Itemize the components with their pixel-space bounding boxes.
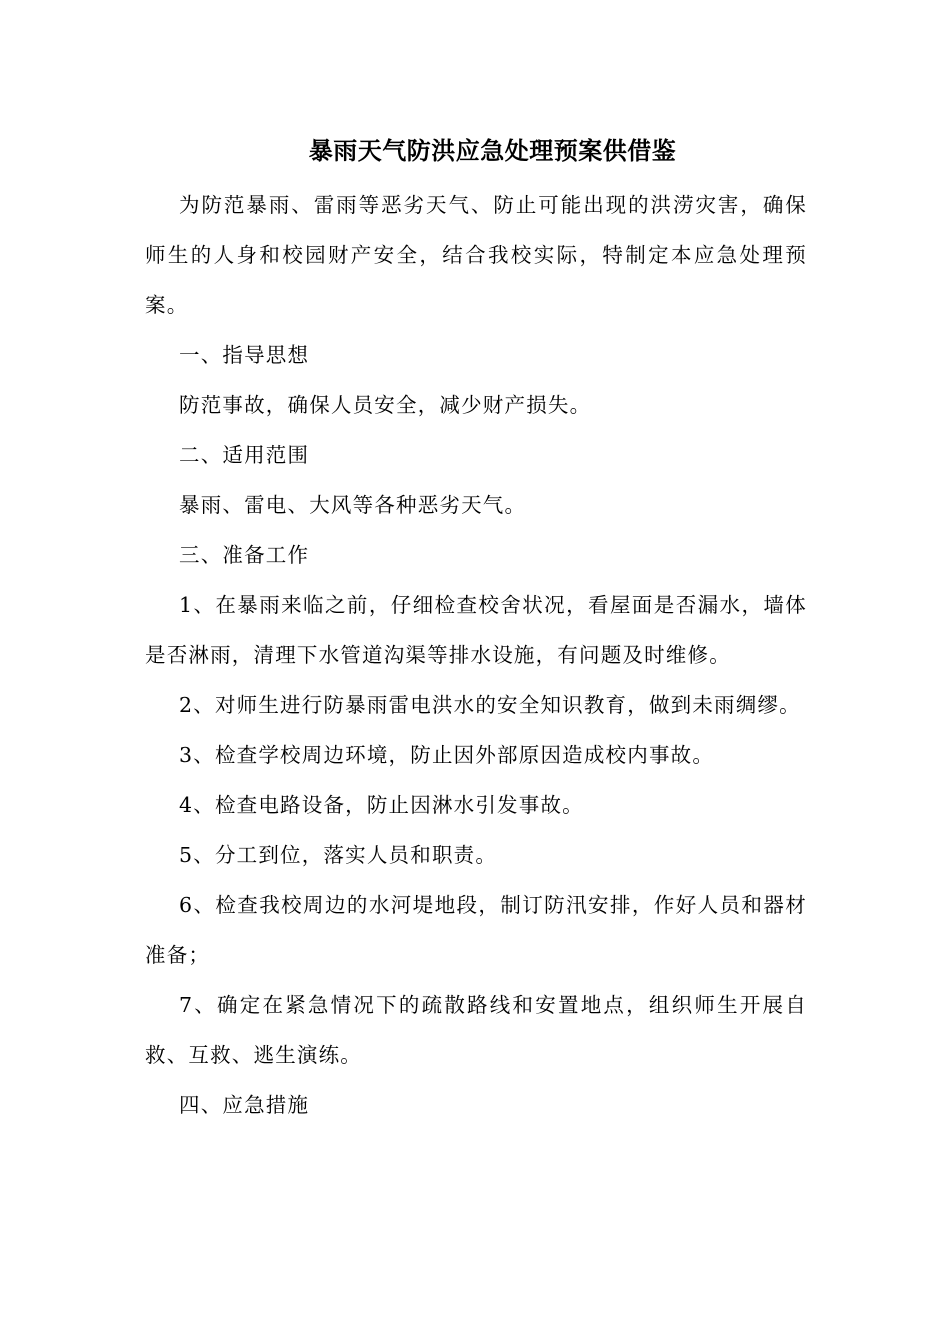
section-heading-guiding-principle: 一、指导思想 — [179, 343, 310, 367]
preparation-item-7: 7、确定在紧急情况下的疏散路线和安置地点，组织师生开展自救、互救、逃生演练。 — [145, 993, 807, 1067]
section-heading-preparation: 三、准备工作 — [179, 543, 310, 567]
scope-paragraph: 暴雨、雷电、大风等各种恶劣天气。 — [179, 493, 527, 517]
section-heading-scope: 二、适用范围 — [179, 443, 310, 467]
preparation-item-5: 5、分工到位，落实人员和职责。 — [179, 843, 498, 867]
document-body — [145, 180, 807, 1130]
document-title: 暴雨天气防洪应急处理预案供借鉴 — [308, 136, 677, 165]
preparation-item-3: 3、检查学校周边环境，防止因外部原因造成校内事故。 — [179, 743, 715, 767]
section-heading-emergency-measures: 四、应急措施 — [179, 1093, 310, 1117]
preparation-item-2: 2、对师生进行防暴雨雷电洪水的安全知识教育，做到未雨绸缪。 — [179, 693, 801, 717]
preparation-item-6: 6、检查我校周边的水河堤地段，制订防汛安排，作好人员和器材准备； — [145, 893, 807, 967]
intro-paragraph: 为防范暴雨、雷雨等恶劣天气、防止可能出现的洪涝灾害，确保师生的人身和校园财产安全，结合我校实际，特制定本应急处理预案。 — [145, 193, 807, 317]
preparation-item-1: 1、在暴雨来临之前，仔细检查校舍状况，看屋面是否漏水，墙体是否淋雨，清理下水管道沟渠等排水设施，有问题及时维修。 — [145, 593, 807, 667]
guiding-principle-paragraph: 防范事故，确保人员安全，减少财产损失。 — [179, 393, 592, 417]
preparation-item-4: 4、检查电路设备，防止因淋水引发事故。 — [179, 793, 584, 817]
